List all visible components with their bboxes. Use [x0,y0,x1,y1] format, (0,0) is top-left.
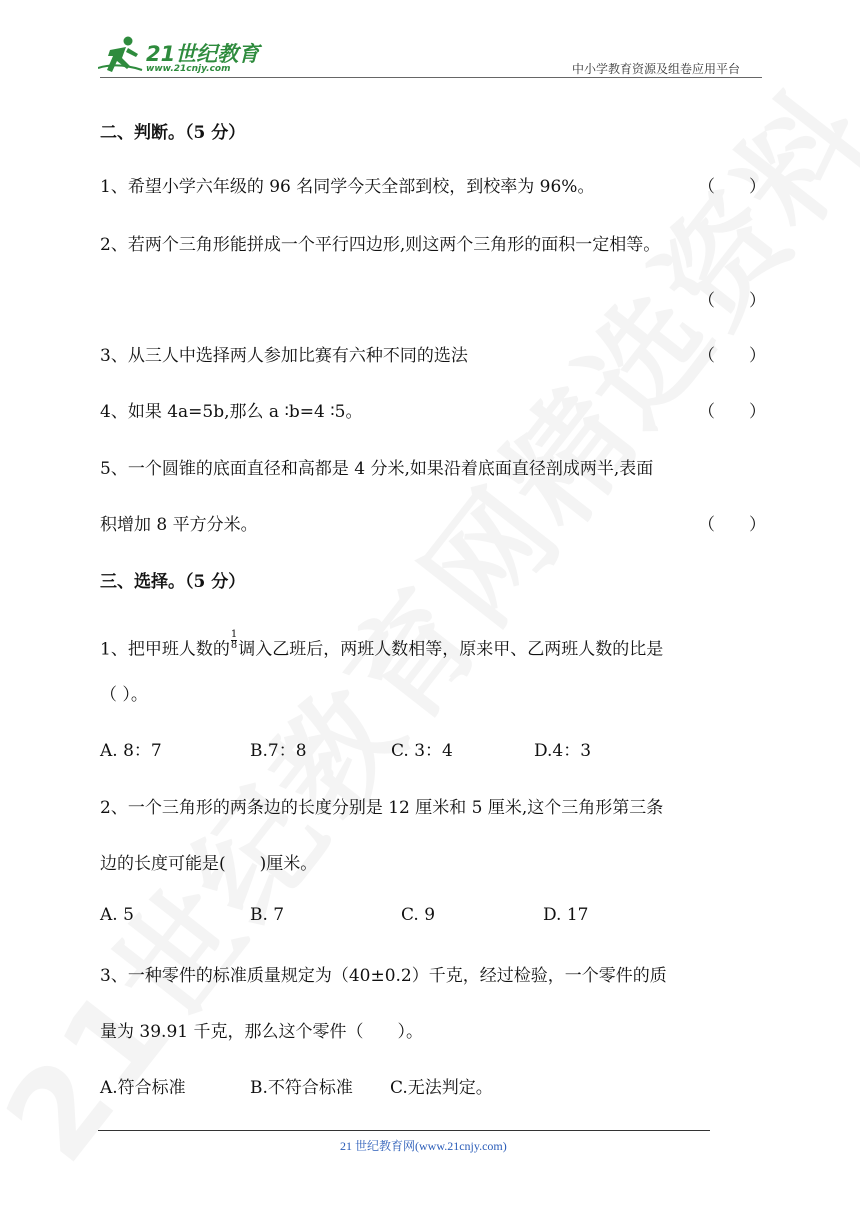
logo-url: www.21cnjy.com [146,64,231,74]
header-tagline: 中小学教育资源及组卷应用平台 [572,62,741,76]
choice-1-option-a[interactable]: A. 8：7 [100,741,162,761]
judgment-question-3: 3、从三人中选择两人参加比赛有六种不同的选法 [100,346,468,366]
choice-2-option-c[interactable]: C. 9 [401,905,436,925]
judgment-question-5-line-2: 积增加 8 平方分米。 [100,515,258,535]
choice-question-1-line-1 [100,630,663,660]
answer-blank-2[interactable]: （ ） [698,291,766,311]
answer-blank-3[interactable]: （ ） [698,346,766,366]
header-logo [98,34,268,76]
answer-blank-1[interactable]: （ ） [698,177,766,197]
answer-blank-5[interactable]: （ ） [698,515,766,535]
choice-1-option-c[interactable]: C. 3：4 [391,741,453,761]
choice-question-2-line-1: 2、一个三角形的两条边的长度分别是 12 厘米和 5 厘米,这个三角形第三条 [100,798,664,818]
section-title-choice: 三、选择。（5 分） [100,572,246,592]
runner-logo-icon [98,34,144,76]
choice-question-1-suffix: 调入乙班后，两班人数相等，原来甲、乙两班人数的比是 [238,639,664,660]
answer-blank-4[interactable]: （ ） [698,402,766,422]
fraction-denominator: 8 [230,640,238,651]
footer-divider [98,1130,710,1131]
judgment-question-2: 2、若两个三角形能拼成一个平行四边形,则这两个三角形的面积一定相等。 [100,235,661,255]
choice-3-option-b[interactable]: B.不符合标准 [250,1078,353,1098]
judgment-question-5-line-1: 5、一个圆锥的底面直径和高都是 4 分米,如果沿着底面直径剖成两半,表面 [100,459,654,479]
choice-question-3-line-2: 量为 39.91 千克，那么这个零件（ ）。 [100,1022,423,1042]
choice-question-1-prefix: 1、把甲班人数的 [100,639,230,660]
section-title-judgment: 二、判断。（5 分） [100,123,246,143]
choice-question-2-line-2: 边的长度可能是( )厘米。 [100,854,318,874]
fraction-numerator: 1 [230,629,238,640]
judgment-question-1: 1、希望小学六年级的 96 名同学今天全部到校，到校率为 96%。 [100,177,595,197]
choice-question-3-line-1: 3、一种零件的标准质量规定为（40±0.2）千克，经过检验，一个零件的质 [100,966,667,986]
header-divider [100,77,762,78]
fraction-one-eighth [231,630,237,651]
choice-2-option-b[interactable]: B. 7 [250,905,285,925]
judgment-question-4: 4、如果 4a=5b,那么 a ∶b=4 ∶5。 [100,402,363,422]
choice-3-option-a[interactable]: A.符合标准 [100,1078,186,1098]
logo-text: 21世纪教育 [146,42,260,66]
choice-1-option-b[interactable]: B.7：8 [250,741,307,761]
choice-question-1-line-2: （ ）。 [100,685,148,705]
choice-3-option-c[interactable]: C.无法判定。 [390,1078,493,1098]
footer-link[interactable]: 21 世纪教育网(www.21cnjy.com) [340,1139,507,1153]
choice-2-option-a[interactable]: A. 5 [100,905,134,925]
choice-2-option-d[interactable]: D. 17 [543,905,589,925]
choice-1-option-d[interactable]: D.4：3 [534,741,592,761]
